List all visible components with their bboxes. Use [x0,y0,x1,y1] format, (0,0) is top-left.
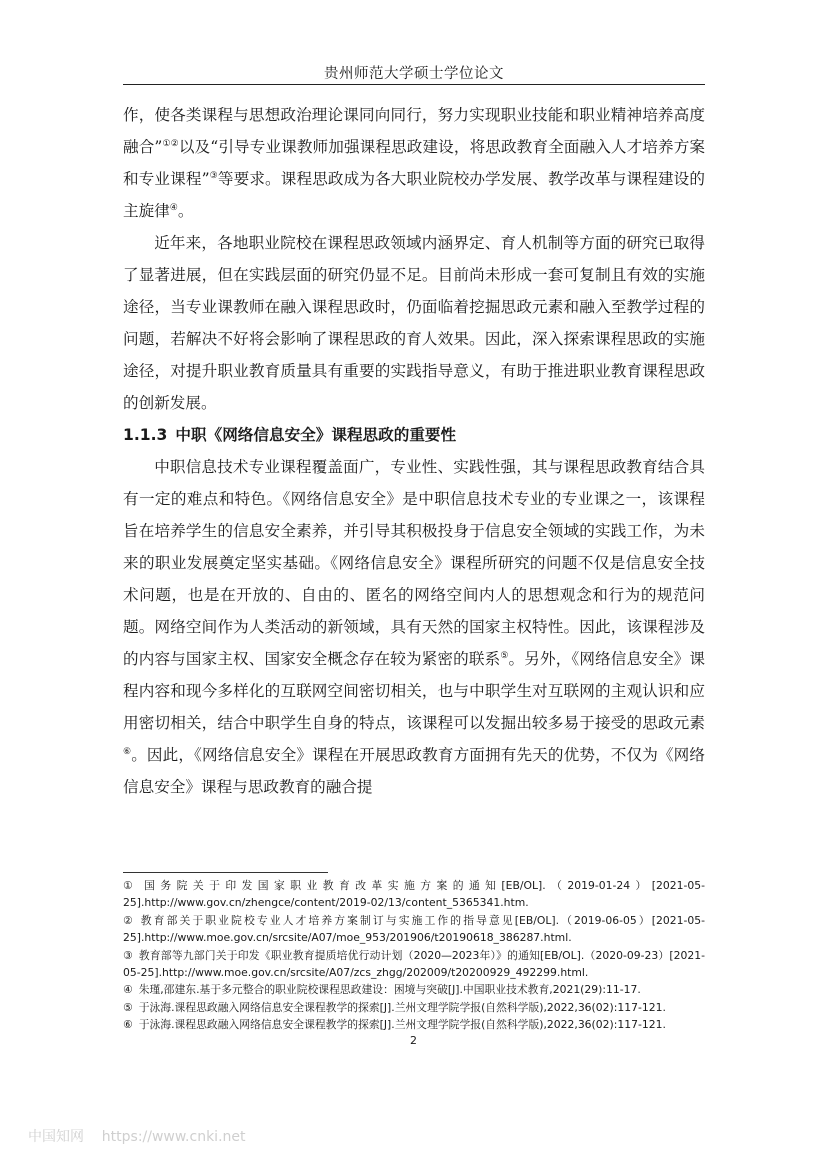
paragraph-1-text-a: 作，使各类课程与思想政治理论课同向同行，努力实现职业技能和职业精神培养高度融合” [123,106,705,156]
body-text [123,99,705,803]
footnote-item [123,877,705,912]
paragraph-1-text-d: 。 [177,202,194,220]
footnote-item [123,912,705,947]
footnote-text: 于泳海.课程思政融入网络信息安全课程教学的探索[J].兰州文理学院学报(自然科学版),2022,36(02):117-121. [138,1000,666,1014]
paragraph-3-text-a: 中职信息技术专业课程覆盖面广，专业性、实践性强，其与课程思政教育结合具有一定的难点和特色。《网络信息安全》是中职信息技术专业的专业课之一，该课程旨在培养学生的信息安全素养，并引导其积极投身于信息安全领域的实践工作，为未来的职业发展奠定坚实基础。《网络信息安全》课程所研究的问题不仅是信息安全技术问题，也是在开放的、自由的、匿名的网络空间内人的思想观念和行为的规范问题。网络空间作为人类活动的新领域，具有天然的国家主权特性。因此，该课程涉及的内容与国家主权、国家安全概念存在较为紧密的联系 [123,458,705,668]
footnote-item [123,981,705,998]
footnote-mark: ① [123,879,139,892]
header-rule [123,84,705,85]
footnote-mark: ⑥ [123,1018,133,1032]
paragraph-3-text-c: 。因此，《网络信息安全》课程在开展思政教育方面拥有先天的优势，不仅为《网络信息安全》课程与思政教育的融合提 [123,746,705,796]
footnotes [123,877,705,1034]
footnote-ref[interactable]: ③ [209,170,218,181]
footnote-ref[interactable]: ⑥ [123,746,132,757]
footnote-text: 教育部关于职业院校专业人才培养方案制订与实施工作的指导意见[EB/OL].（2019-06-05）[2021-05-25].http://www.moe.gov.cn/srcsite/A07/moe_953/201906/t20190618_386287.html. [123,913,705,945]
footnote-ref[interactable]: ①② [162,138,179,149]
paragraph-3 [123,451,705,803]
page-number: 2 [410,1034,417,1047]
footnote-mark: ② [123,913,135,927]
paragraph-1-text-b: 以及“引导专业课教师加强课程思政建设，将思政教育全面融入人才培养方案和专业课程” [123,138,705,188]
footnote-text: 国务院关于印发国家职业教育改革实施方案的通知[EB/OL].（2019-01-24）[2021-05-25].http://www.gov.cn/zhengce/content/2019-02/13/content_5365341.htm. [123,879,705,910]
footnote-mark: ④ [123,983,133,997]
footnote-item [123,999,705,1016]
paragraph-2: 近年来，各地职业院校在课程思政领域内涵界定、育人机制等方面的研究已取得了显著进展，但在实践层面的研究仍显不足。目前尚未形成一套可复制且有效的实施途径，当专业课教师在融入课程思政时，仍面临着挖掘思政元素和融入至教学过程的问题，若解决不好将会影响了课程思政的育人效果。因此，深入探索课程思政的实施途径，对提升职业教育质量具有重要的实践指导意义，有助于推进职业教育课程思政的创新发展。 [123,234,705,412]
paragraph-3-text-b: 。另外，《网络信息安全》课程内容和现今多样化的互联网空间密切相关，也与中职学生对互联网的主观认识和应用密切相关，结合中职学生自身的特点，该课程可以发掘出较多易于接受的思政元素 [123,650,705,732]
footnote-item [123,1016,705,1033]
cnki-watermark: 中国知网 https://www.cnki.net [28,1129,246,1145]
footnote-item [123,947,705,982]
footnote-mark: ③ [123,948,133,962]
running-header: 贵州师范大学硕士学位论文 [324,66,504,82]
footnote-text: 于泳海.课程思政融入网络信息安全课程教学的探索[J].兰州文理学院学报(自然科学版),2022,36(02):117-121. [138,1018,666,1032]
footnote-text: 教育部等九部门关于印发《职业教育提质培优行动计划（2020—2023年）》的通知[EB/OL].（2020-09-23）[2021-05-25].http://www.moe.gov.cn/srcsite/A07/zcs_zhgg/202009/t20200929_492299.html. [123,948,705,980]
section-number: 1.1.3 [123,426,168,444]
section-heading [123,419,705,451]
section-title: 中职《网络信息安全》课程思政的重要性 [175,426,457,444]
footnote-ref[interactable]: ④ [169,202,178,213]
footnote-ref[interactable]: ⑤ [500,650,509,661]
footnote-rule [123,872,328,873]
footnote-mark: ⑤ [123,1000,133,1014]
footnote-text: 朱瑾,邵建东.基于多元整合的职业院校课程思政建设：困境与突破[J].中国职业技术教育,2021(29):11-17. [138,983,641,997]
paragraph-1-text-c: 等要求。课程思政成为各大职业院校办学发展、教学改革与课程建设的主旋律 [123,170,705,220]
paragraph-1 [123,99,705,227]
